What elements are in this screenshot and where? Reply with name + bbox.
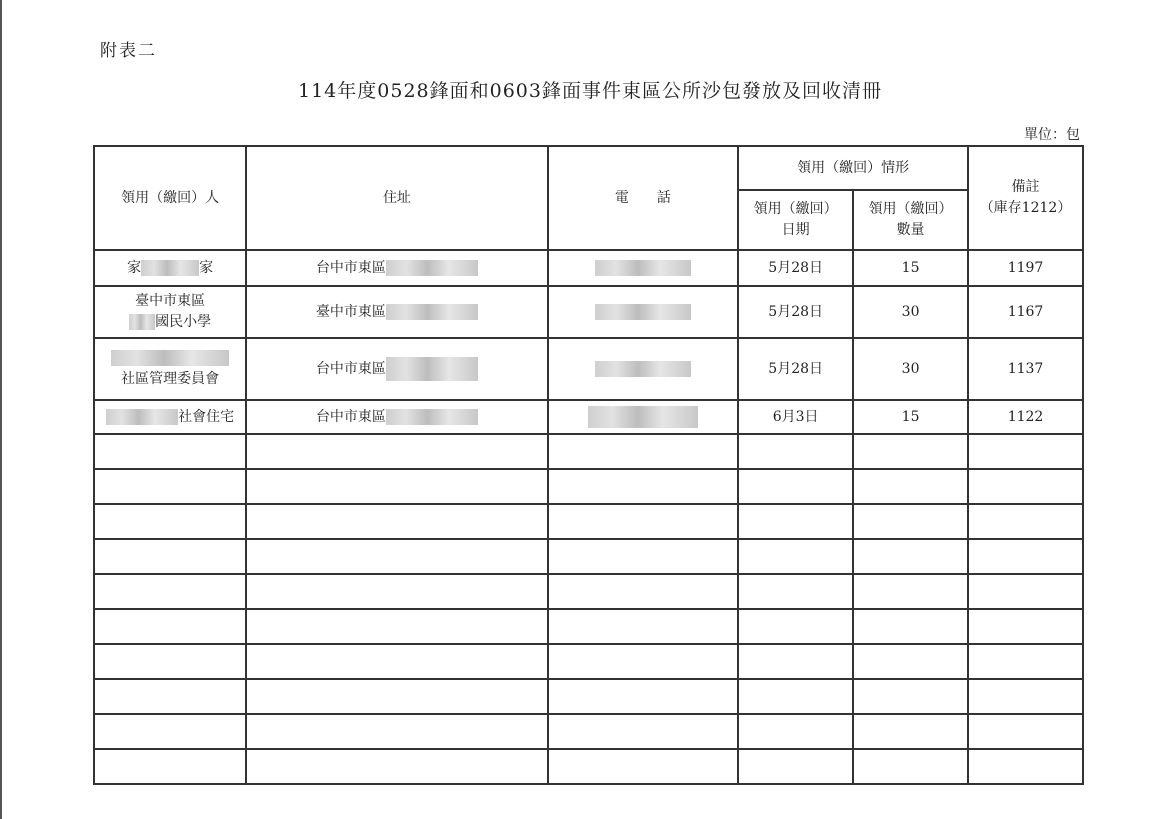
recipient-text: 國民小學 — [155, 314, 212, 330]
empty-cell — [853, 644, 968, 679]
empty-cell — [246, 504, 547, 539]
empty-table-row — [94, 539, 1083, 574]
empty-table-row — [94, 609, 1083, 644]
empty-cell — [548, 539, 739, 574]
empty-cell — [548, 609, 739, 644]
empty-table-row — [94, 574, 1083, 609]
empty-cell — [968, 609, 1083, 644]
empty-cell — [853, 749, 968, 784]
header-recipient: 領用（繳回）人 — [94, 146, 246, 250]
address-text: 臺中市東區 — [315, 303, 386, 320]
redacted-block — [386, 409, 478, 425]
empty-cell — [548, 574, 739, 609]
empty-cell — [738, 714, 853, 749]
empty-table-row — [94, 749, 1083, 784]
redacted-block — [106, 409, 178, 425]
redacted-block — [141, 260, 199, 276]
redacted-block — [111, 350, 229, 366]
empty-cell — [738, 504, 853, 539]
address-text: 台中市東區 — [315, 259, 386, 276]
empty-cell — [853, 539, 968, 574]
quantity-cell: 30 — [853, 286, 968, 338]
date-cell: 5月28日 — [738, 250, 853, 286]
empty-cell — [738, 679, 853, 714]
empty-cell — [968, 469, 1083, 504]
redacted-block — [595, 361, 691, 377]
header-status-group: 領用（繳回）情形 — [738, 146, 968, 190]
address-text: 台中市東區 — [315, 408, 386, 425]
empty-cell — [246, 749, 547, 784]
table-row — [94, 250, 1083, 286]
header-address: 住址 — [246, 146, 547, 250]
empty-cell — [94, 609, 246, 644]
header-date — [738, 190, 853, 250]
address-cell — [246, 250, 547, 286]
redacted-block — [595, 260, 691, 276]
empty-cell — [738, 749, 853, 784]
header-remarks-title: 備註 — [1011, 179, 1040, 195]
quantity-cell: 15 — [853, 250, 968, 286]
empty-cell — [968, 644, 1083, 679]
empty-table-row — [94, 714, 1083, 749]
header-quantity-text: 領用（繳回）數量 — [868, 201, 953, 238]
redacted-block — [595, 304, 691, 320]
recipient-cell — [94, 286, 246, 338]
empty-cell — [548, 714, 739, 749]
address-text: 台中市東區 — [315, 361, 386, 377]
empty-table-row — [94, 434, 1083, 469]
table-row — [94, 338, 1083, 400]
empty-cell — [738, 644, 853, 679]
empty-cell — [94, 679, 246, 714]
recipient-text: 家 — [127, 259, 142, 276]
header-remarks-stock: （庫存1212） — [979, 200, 1072, 216]
empty-cell — [738, 469, 853, 504]
recipient-text: 臺中市東區 — [135, 293, 206, 309]
recipient-cell — [94, 250, 246, 286]
header-quantity — [853, 190, 968, 250]
empty-cell — [94, 469, 246, 504]
empty-cell — [968, 679, 1083, 714]
empty-cell — [548, 504, 739, 539]
empty-cell — [738, 609, 853, 644]
header-phone: 電 話 — [548, 146, 739, 250]
phone-cell — [548, 250, 739, 286]
redacted-block — [386, 304, 478, 320]
empty-cell — [94, 539, 246, 574]
empty-cell — [246, 574, 547, 609]
empty-cell — [853, 574, 968, 609]
empty-cell — [548, 434, 739, 469]
remarks-cell: 1197 — [968, 250, 1083, 286]
empty-cell — [853, 434, 968, 469]
recipient-cell — [94, 400, 246, 434]
empty-cell — [853, 714, 968, 749]
empty-cell — [968, 504, 1083, 539]
recipient-text: 家 — [199, 259, 214, 276]
remarks-cell: 1167 — [968, 286, 1083, 338]
table-row — [94, 400, 1083, 434]
quantity-cell: 15 — [853, 400, 968, 434]
empty-cell — [968, 434, 1083, 469]
empty-cell — [853, 609, 968, 644]
phone-cell — [548, 286, 739, 338]
empty-cell — [738, 434, 853, 469]
empty-cell — [968, 539, 1083, 574]
empty-cell — [94, 644, 246, 679]
empty-cell — [738, 539, 853, 574]
empty-cell — [246, 469, 547, 504]
page-edge — [0, 0, 2, 819]
empty-table-row — [94, 504, 1083, 539]
empty-cell — [548, 469, 739, 504]
empty-cell — [968, 714, 1083, 749]
recipient-text: 社會住宅 — [178, 408, 235, 425]
empty-cell — [246, 609, 547, 644]
redacted-block — [386, 260, 478, 276]
remarks-cell: 1137 — [968, 338, 1083, 400]
date-cell: 6月3日 — [738, 400, 853, 434]
date-cell: 5月28日 — [738, 338, 853, 400]
empty-cell — [94, 504, 246, 539]
empty-table-row — [94, 679, 1083, 714]
empty-cell — [246, 644, 547, 679]
empty-cell — [548, 679, 739, 714]
address-cell — [246, 286, 547, 338]
empty-cell — [94, 749, 246, 784]
empty-table-row — [94, 469, 1083, 504]
recipient-text: 社區管理委員會 — [121, 371, 220, 387]
unit-label: 單位：包 — [1024, 127, 1080, 143]
empty-table-row — [94, 644, 1083, 679]
empty-cell — [968, 574, 1083, 609]
table-row — [94, 286, 1083, 338]
empty-cell — [246, 679, 547, 714]
empty-cell — [246, 434, 547, 469]
empty-cell — [548, 644, 739, 679]
empty-cell — [94, 434, 246, 469]
empty-cell — [246, 539, 547, 574]
annex-label: 附表二 — [100, 41, 157, 61]
address-cell — [246, 338, 547, 400]
date-cell: 5月28日 — [738, 286, 853, 338]
redacted-block — [386, 357, 478, 381]
empty-cell — [853, 469, 968, 504]
empty-cell — [853, 504, 968, 539]
phone-cell — [548, 400, 739, 434]
redacted-block — [129, 314, 155, 330]
empty-cell — [738, 574, 853, 609]
header-date-text: 領用（繳回）日期 — [753, 201, 838, 238]
empty-cell — [968, 749, 1083, 784]
empty-cell — [94, 714, 246, 749]
empty-cell — [246, 714, 547, 749]
redacted-block — [588, 406, 698, 428]
empty-cell — [548, 749, 739, 784]
empty-cell — [94, 574, 246, 609]
address-cell — [246, 400, 547, 434]
recipient-cell — [94, 338, 246, 400]
page-title: 114年度0528鋒面和0603鋒面事件東區公所沙包發放及回收清冊 — [298, 80, 882, 102]
sandbag-table — [93, 145, 1084, 785]
header-remarks — [968, 146, 1083, 250]
phone-cell — [548, 338, 739, 400]
remarks-cell: 1122 — [968, 400, 1083, 434]
quantity-cell: 30 — [853, 338, 968, 400]
empty-cell — [853, 679, 968, 714]
